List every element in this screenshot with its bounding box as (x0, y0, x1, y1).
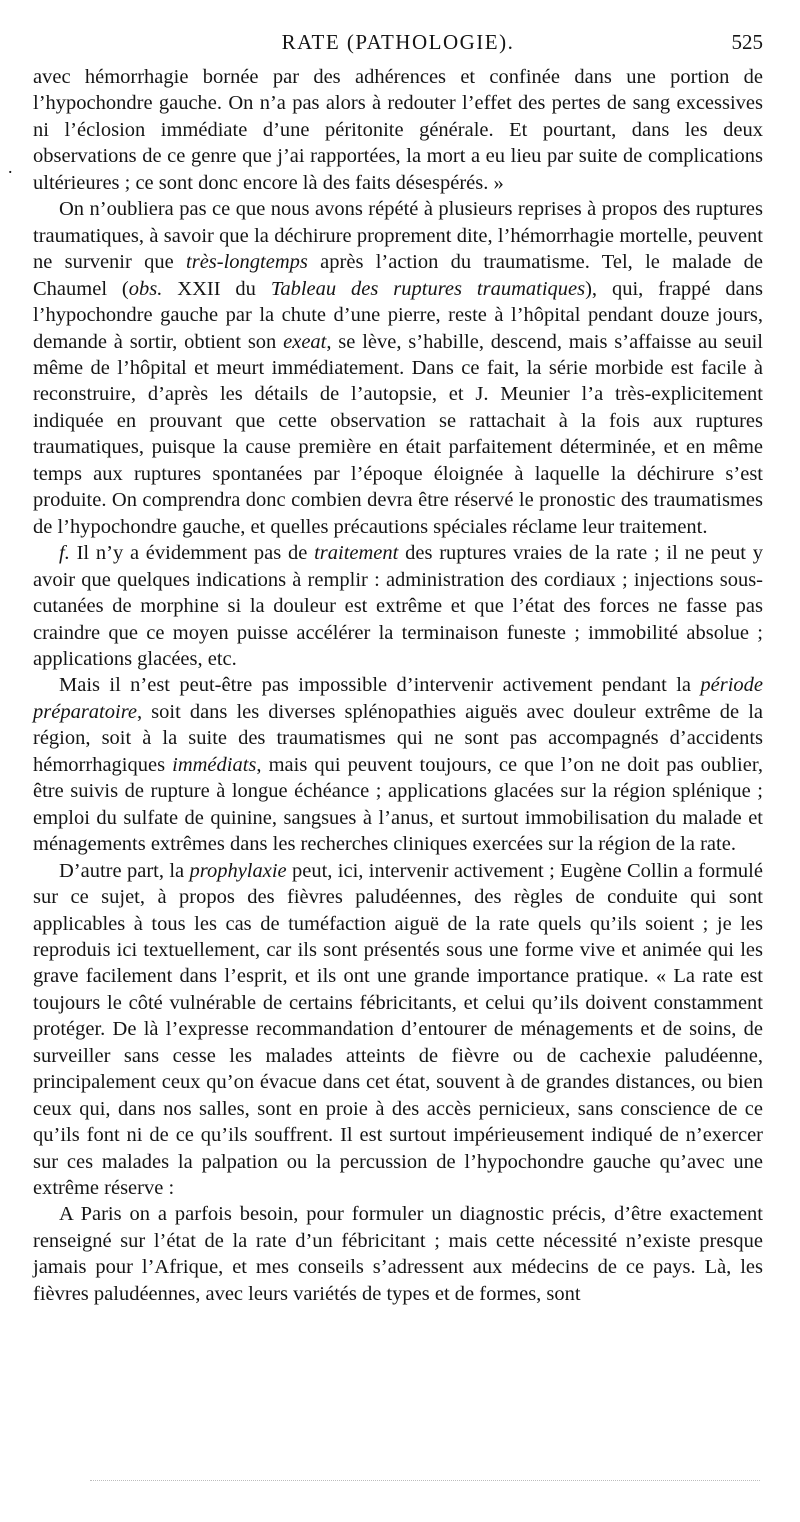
italic-text: très-longtemps (186, 251, 308, 274)
text-segment: , mais qui peuvent toujours, ce que l’on ne doit pas oublier, être suivis de rupture à longue échéance ; applications glacées sur la région splénique ; emploi du sulfate de quinine, sangsues à l’anus, et surtout immobilisation du malade et ménagements extrêmes dans les recherches cliniques exercées sur la région de la rate. (33, 753, 763, 856)
text-segment: peut, ici, intervenir activement ; Eugène Collin a formulé sur ce sujet, à propos des fièvres paludéennes, des règles de conduite qui sont applicables à tous les cas de tuméfaction aiguë de la rate quels qu’ils soient ; je les reproduis ici textuellement, car ils sont présentés sous une forme vive et animée qui les grave facilement dans l’esprit, et ils ont une grande importance pratique. « La rate est toujours le côté vulnérable de certains fébricitants, et celui qu’ils doivent constamment protéger. De là l’expresse recommandation d’entourer de ménagements et de soins, de surveiller sans cesse les malades atteints de fièvre ou de cachexie paludéenne, principalement ceux qu’on évacue dans cet état, souvent à de grandes distances, ou bien ceux qui, dans nos salles, sont en proie à des accès pernicieux, sans conscience de ce qu’ils font ni de ce qu’ils souffrent. Il est surtout impérieusement indiqué de n’exercer sur ces malades la palpation ou la percussion de l’hypochondre gauche qu’avec une extrême réserve : (33, 859, 763, 1200)
text-segment: avec hémorrhagie bornée par des adhérences et confinée dans une portion de l’hypochondre gauche. On n’a pas alors à redouter l’effet des pertes de sang excessives ni l’éclosion immédiate d’une péritonite générale. Et pourtant, dans les deux observations de ce genre que j’ai rapportées, la mort a eu lieu par suite de complications ultérieures ; ce sont donc encore là des faits désespérés. » (33, 66, 763, 194)
paragraph (33, 540, 763, 672)
text-segment: Il n’y a évidemment pas de (69, 542, 315, 565)
running-title: RATE (PATHOLOGIE). (281, 30, 515, 54)
page-number: 525 (731, 30, 763, 54)
page-header (33, 30, 763, 60)
italic-text: immédiats (172, 753, 257, 776)
paragraph (33, 1201, 763, 1307)
italic-text: f. (59, 542, 70, 565)
footer-rule (90, 1480, 760, 1481)
paragraph (33, 64, 763, 196)
paragraph (33, 672, 763, 857)
text-segment: XXII du (162, 277, 271, 300)
text-segment: Mais il n’est peut-être pas impossible d’intervenir activement pendant la (59, 674, 701, 697)
italic-text: Tableau des ruptures traumatiques (270, 277, 586, 300)
text-segment: après l’action du traumatisme. Tel, le malade de Chaumel ( (33, 251, 764, 300)
text-segment: On n’oubliera pas ce que nous avons répété à plusieurs reprises à propos des ruptures traumatiques, à savoir que la déchirure proprement dite, l’hémorrhagie mortelle, peuvent ne survenir que (33, 198, 763, 274)
italic-text: période préparatoire (33, 674, 763, 723)
italic-text: exeat (283, 330, 327, 353)
italic-text: obs. (128, 277, 163, 300)
body-text (33, 64, 763, 1307)
text-segment: , se lève, s’habille, descend, mais s’affaisse au seuil même de l’hôpital et meurt immédiatement. Dans ce fait, la série morbide est facile à reconstruire, d’après les détails de l’autopsie, et J. Meunier l’a très-explicitement indiquée en prouvant que cette observation se rattachait à la fois aux ruptures traumatiques, puisque la cause première en était parfaitement déterminée, et en même temps aux ruptures spontanées par l’époque éloignée à laquelle la déchirure s’est produite. On comprendra donc combien devra être réservé le pronostic des traumatismes de l’hypochondre gauche, et quelles précautions spéciales réclame leur traitement. (33, 330, 763, 538)
paragraph (33, 858, 763, 1202)
margin-mark: . (8, 157, 13, 177)
text-segment: ), qui, frappé dans l’hypochondre gauche par la chute d’une pierre, reste à l’hôpital pendant douze jours, demande à sortir, obtient son (33, 277, 763, 353)
italic-text: traitement (314, 542, 399, 565)
text-segment: des ruptures vraies de la rate ; il ne peut y avoir que quelques indications à remplir : administration des cordiaux ; injections sous-cutanées de morphine si la douleur est extrême et que l’état des forces ne fasse pas craindre que ce moyen puisse accélérer la terminaison funeste ; immobilité absolue ; applications glacées, etc. (33, 542, 763, 670)
text-segment: , soit dans les diverses splénopathies aiguës avec douleur extrême de la région, soit à la suite des traumatismes qui ne sont pas accompagnés d’accidents hémorrhagiques (33, 700, 763, 776)
text-segment: A Paris on a parfois besoin, pour formuler un diagnostic précis, d’être exactement renseigné sur l’état de la rate d’un fébricitant ; mais cette nécessité n’existe presque jamais pour l’Afrique, et mes conseils s’adressent aux médecins de ce pays. Là, les fièvres paludéennes, avec leurs variétés de types et de formes, sont (33, 1203, 763, 1305)
text-segment: D’autre part, la (59, 859, 190, 882)
paragraph (33, 196, 763, 540)
italic-text: prophylaxie (189, 859, 287, 882)
